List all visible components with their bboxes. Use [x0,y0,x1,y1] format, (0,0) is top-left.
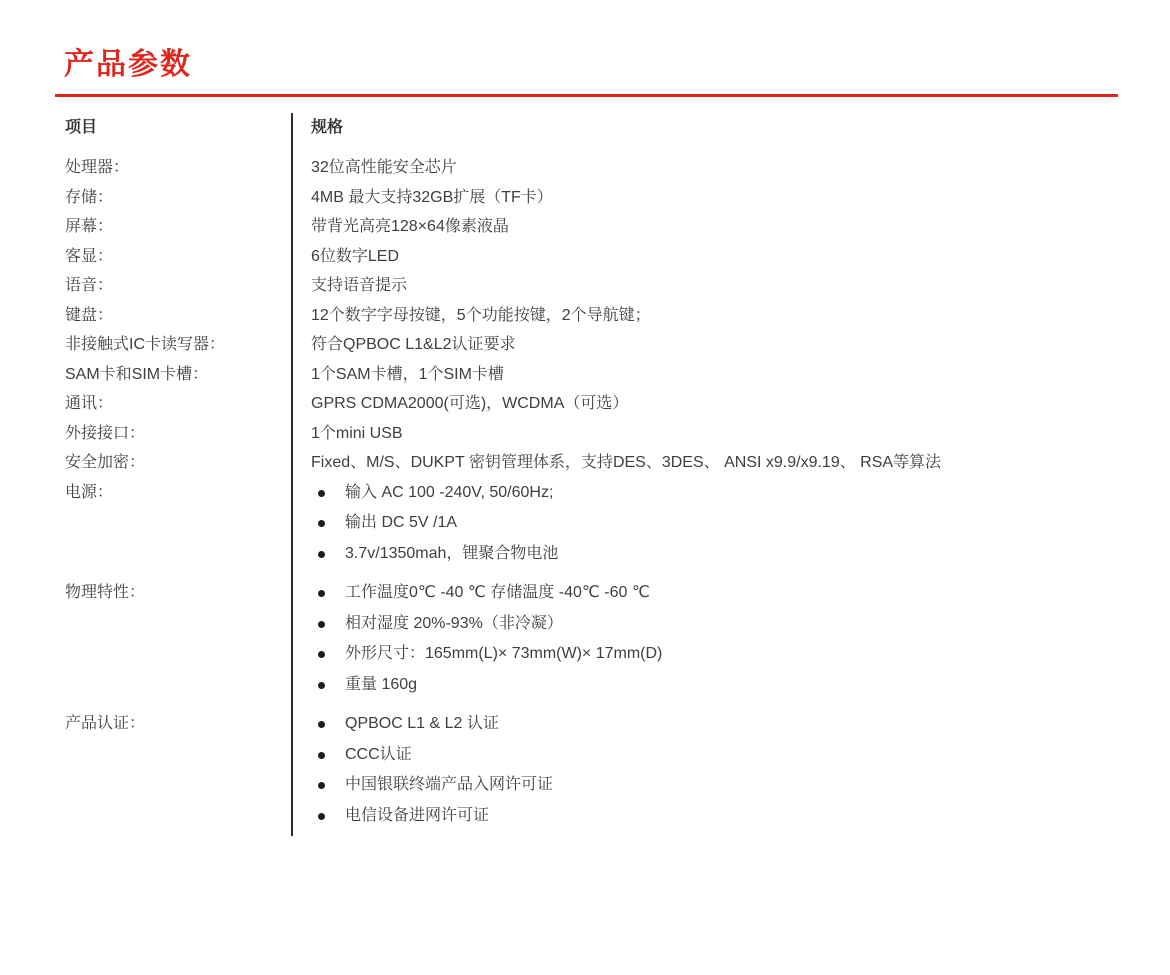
spec-item-label: 电源： [65,483,114,501]
spec-row [65,389,1140,419]
spec-value-text: 符合QPBOC L1&L2认证要求 [311,336,516,353]
bullet-item [311,539,1140,570]
spec-row [65,242,1140,272]
spec-rows-container [65,153,1140,831]
spec-item-label: 语音： [65,277,114,294]
spec-value-cell [291,183,1140,213]
bullet-text: 电信设备进网许可证 [345,806,490,824]
spec-item-label: 非接触式IC卡读写器： [65,336,226,353]
bullet-item [311,770,1140,801]
spec-value-cell [291,478,1140,570]
bullet-item [311,609,1140,640]
spec-item-label: 键盘： [65,306,114,324]
title-underline-rule [55,94,1118,97]
spec-table [65,113,1140,831]
bullet-text: 重量 160g [345,675,418,693]
spec-value-text: 12个数字字母按键，5个功能按键，2个导航键； [311,306,651,324]
bullet-icon [318,490,325,497]
spec-row [65,709,1140,831]
bullet-icon [318,721,325,728]
spec-value-text: GPRS CDMA2000(可选)，WCDMA（可选） [311,395,629,412]
bullet-item [311,709,1140,740]
spec-value-text: 1个mini USB [311,424,403,442]
bullet-item [311,670,1140,701]
spec-item-label: 客显： [65,247,114,265]
spec-value-cell [291,709,1140,831]
bullet-text: 输出 DC 5V /1A [345,514,458,531]
bullet-item [311,801,1140,832]
column-header-item: 项目 [65,119,98,136]
spec-row [65,360,1140,390]
spec-item-label: SAM卡和SIM卡槽： [65,365,209,383]
spec-row [65,578,1140,700]
bullet-icon [318,551,325,558]
bullet-text: 外形尺寸：165mm(L)× 73mm(W)× 17mm(D) [345,645,663,662]
bullet-text: 输入 AC 100 -240V, 50/60Hz; [345,483,554,501]
bullet-icon [318,520,325,527]
spec-value-cell [291,360,1140,390]
spec-value-cell [291,301,1140,331]
spec-row [65,183,1140,213]
bullet-text: 3.7v/1350mah，锂聚合物电池 [345,544,559,562]
spec-value-cell [291,330,1140,360]
spec-value-cell [291,419,1140,449]
spec-value-text: Fixed、M/S、DUKPT 密钥管理体系，支持DES、3DES、 ANSI x9.9/x9.19、 RSA等算法 [311,454,942,471]
bullet-item [311,578,1140,609]
spec-row [65,448,1140,478]
bullet-icon [318,590,325,597]
spec-row [65,301,1140,331]
spec-value-cell [291,153,1140,183]
spec-value-cell [291,448,1140,478]
page-title: 产品参数 [64,48,192,81]
spec-item-label: 物理特性： [65,584,146,601]
bullet-text: 工作温度0℃ -40 ℃ 存储温度 -40℃ -60 ℃ [345,584,650,601]
spec-value-cell [291,578,1140,700]
spec-value-cell [291,212,1140,242]
spec-item-label: 处理器： [65,159,130,176]
spec-item-label: 屏幕： [65,218,114,235]
bullet-icon [318,682,325,689]
bullet-icon [318,651,325,658]
spec-item-label: 通讯： [65,395,114,412]
bullet-icon [318,813,325,820]
spec-row [65,212,1140,242]
spec-value-text: 32位高性能安全芯片 [311,159,457,176]
bullet-item [311,740,1140,771]
spec-row [65,478,1140,570]
spec-row [65,153,1140,183]
spec-item-label: 产品认证： [65,715,146,732]
spec-row [65,330,1140,360]
spec-item-label: 外接接口： [65,424,146,442]
spec-value-text: 4MB 最大支持32GB扩展（TF卡） [311,188,553,206]
bullet-text: 中国银联终端产品入网许可证 [345,776,554,793]
spec-value-cell [291,389,1140,419]
spec-value-text: 支持语音提示 [311,277,408,294]
spec-value-cell [291,271,1140,301]
bullet-text: CCC认证 [345,745,412,763]
spec-value-text: 6位数字LED [311,247,400,265]
spec-value-cell [291,242,1140,272]
bullet-text: 相对湿度 20%-93%（非冷凝） [345,614,563,632]
spec-table-header-row [65,113,1140,153]
bullet-icon [318,621,325,628]
bullet-icon [318,782,325,789]
bullet-icon [318,752,325,759]
spec-row [65,419,1140,449]
spec-value-text: 带背光高亮128×64像素液晶 [311,218,509,235]
column-header-spec: 规格 [311,119,344,136]
bullet-item [311,478,1140,509]
bullet-item [311,639,1140,670]
spec-value-text: 1个SAM卡槽，1个SIM卡槽 [311,365,504,383]
bullet-text: QPBOC L1 & L2 认证 [345,715,499,732]
spec-item-label: 安全加密： [65,454,146,471]
spec-row [65,271,1140,301]
spec-item-label: 存储： [65,188,114,206]
bullet-item [311,508,1140,539]
